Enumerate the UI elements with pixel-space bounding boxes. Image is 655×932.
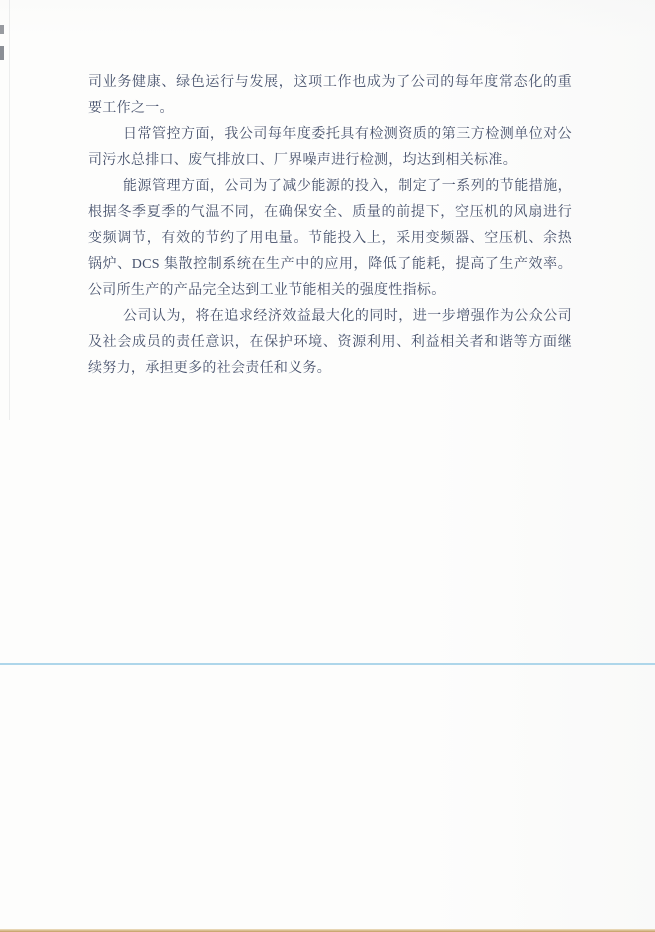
paragraph-daily-monitoring: 日常管控方面，我公司每年度委托具有检测资质的第三方检测单位对公司污水总排口、废气排放口、厂界噪声进行检测，均达到相关标准。: [88, 127, 572, 168]
scan-artifact-mark: [0, 46, 4, 60]
document-body-text: [88, 70, 572, 382]
scan-artifact-mark: [0, 25, 4, 34]
paragraph-company-commitment: 公司认为，将在追求经济效益最大化的同时，进一步增强作为公众公司及社会成员的责任意识，在保护环境、资源利用、利益相关者和谐等方面继续努力，承担更多的社会责任和义务。: [88, 309, 572, 376]
paragraph-business-health: 司业务健康、绿色运行与发展，这项工作也成为了公司的每年度常态化的重要工作之一。: [88, 75, 572, 116]
page-left-edge-shadow: [9, 0, 10, 420]
paragraph-energy-management: 能源管理方面，公司为了减少能源的投入，制定了一系列的节能措施，根据冬季夏季的气温不同，在确保安全、质量的前提下，空压机的风扇进行变频调节，有效的节约了用电量。节能投入上，采用变频器、空压机、余热锅炉、DCS 集散控制系统在生产中的应用，降低了能耗，提高了生产效率。公司所生产的产品完全达到工业节能相关的强度性指标。: [88, 179, 572, 298]
page-divider-line: [0, 663, 655, 665]
